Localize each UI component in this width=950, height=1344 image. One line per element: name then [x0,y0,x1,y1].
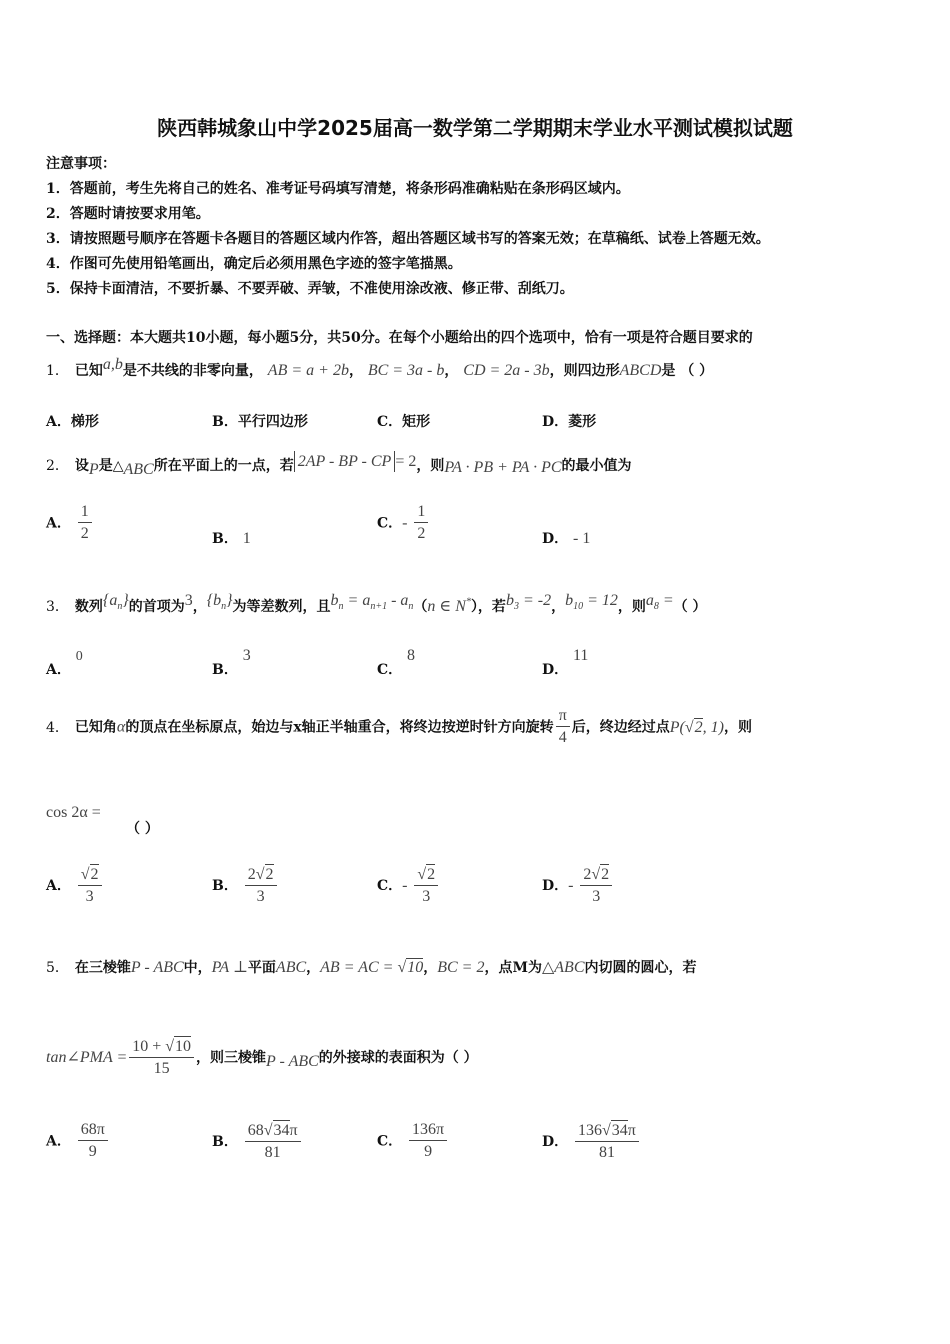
math: $b_3 = -2$ [505,592,552,613]
q-text: 所在平面上的一点，若 [153,458,294,474]
q-text: 内切圆的圆心，若 [584,960,697,976]
math: P - ABC [266,1053,319,1070]
math: n ∈ N* [427,596,471,615]
option-c[interactable]: C． $\frac{136\pi}{9}$ [377,1120,449,1163]
question-number: 2． [46,458,69,474]
option-d[interactable]: D． $\frac{136√34\pi}{81}$ [542,1120,641,1164]
math: BC = 2 [437,959,485,976]
math-fraction: $\frac{\pi}{4}$ [556,706,570,749]
math: ABC [123,461,154,478]
option-b[interactable]: B． 1 [212,530,251,547]
q-text: 是 （ ） [661,363,714,379]
notice-item: 3．请按照题号顺序在答题卡各题目的答题区域内作答，超出答题区域书写的答案无效；在草稿纸、试卷上答题无效。 [46,231,770,247]
page-title: 陕西韩城象山中学2025届高一数学第二学期期末学业水平测试模拟试题 [157,116,793,140]
q-text: 的最小值为 [561,458,632,474]
q-text: 已知角 [74,719,117,736]
option-b[interactable]: B．平行四边形 [212,414,308,430]
q-text: 后，终边经过点 [571,719,670,736]
option-b[interactable]: B． $\frac{68√34\pi}{81}$ [212,1120,303,1164]
notice-item: 1．答题前，考生先将自己的姓名、准考证号码填写清楚，将条形码准确粘贴在条形码区域内。 [46,181,630,197]
q-text: 是△ [98,458,124,474]
math: cos 2α = [46,804,101,821]
math: ABCD [619,362,662,379]
option-a[interactable]: A． $\frac{1}{2}$ [46,502,94,545]
notice-item: 4．作图可先使用铅笔画出，确定后必须用黑色字迹的签字笔描黑。 [46,256,462,272]
q-text: （ [413,599,428,615]
q-text: 数列 [74,599,103,615]
math: α [116,718,126,736]
math: P(√2, 1) [669,718,724,736]
math: BC = 3a - b [367,362,445,379]
option-b[interactable]: B． $\frac{2√2}{3}$ [212,864,279,908]
option-b[interactable]: B． 3 [212,647,251,678]
question-5-line2 [46,1036,478,1080]
q-text: 的外接球的表面积为（ ） [318,1050,478,1066]
math: CD = 2a - 3b [463,362,550,379]
option-a[interactable]: A． $\frac{68\pi}{9}$ [46,1120,110,1163]
option-a[interactable]: A． 0 [46,649,83,678]
option-d[interactable]: D．菱形 [542,414,597,430]
q-text: ，点M为 [484,960,542,976]
question-4-line2 [46,804,159,842]
math: △ABC [541,959,585,976]
question-number: 5． [46,960,69,976]
q-text: 中， [183,960,212,976]
math: $b_n = a_{n+1} - a_n$ [330,592,414,613]
math: PA · PB + PA · PC [444,459,562,476]
notice-heading: 注意事项： [46,156,116,172]
math: 2AP - BP - CP [294,451,396,472]
q-text: ， [192,599,207,615]
question-number: 4． [46,719,69,736]
q-text: 的顶点在坐标原点，始边与x轴正半轴重合，将终边按逆时针方向旋转 [125,719,554,736]
q-text: 平面 [247,960,276,976]
math: a,b [102,356,123,373]
math: PA ⊥ [211,959,248,976]
q-text: ， [348,363,363,379]
math: $\{a_n\}$ [102,592,129,613]
question-4 [46,706,752,749]
math: $\{b_n\}$ [206,592,233,613]
question-2 [46,453,632,478]
math: $a_8$ = [645,592,674,613]
option-d[interactable]: D． 11 [542,647,589,678]
section-heading: 一、选择题：本大题共10小题，每小题5分，共50分。在每个小题给出的四个选项中，恰有一项是符合题目要求的 [46,330,753,346]
math: 3 [184,592,193,609]
question-1 [46,356,714,380]
option-c[interactable]: C． 8 [377,647,416,678]
option-d[interactable]: D．- $\frac{2√2}{3}$ [542,864,614,908]
option-c[interactable]: C．- $\frac{1}{2}$ [377,502,430,545]
q-text: 设 [74,458,89,474]
q-text: 为等差数列，且 [232,599,331,615]
q-text: ），若 [470,599,506,615]
option-d[interactable]: D． - 1 [542,530,591,547]
q-text: ， [423,960,438,976]
math: P [88,461,99,478]
math: = 2 [395,453,417,470]
q-text: ，则三棱锥 [196,1050,267,1066]
math: AB = AC = √10 [320,959,424,976]
question-3 [46,592,707,618]
math-fraction: $\frac{10 + √10}{15}$ [129,1036,194,1080]
q-text: （ ） [126,821,159,837]
option-a[interactable]: A．梯形 [46,414,99,430]
q-text: 已知 [74,363,103,379]
option-c[interactable]: C．矩形 [377,414,431,430]
q-text: ， [306,960,321,976]
question-5 [46,957,697,977]
math: P - ABC [130,959,184,976]
q-text: （ ） [673,599,707,615]
option-c[interactable]: C．- $\frac{√2}{3}$ [377,864,440,908]
option-a[interactable]: A． $\frac{√2}{3}$ [46,864,104,908]
q-text: ，则 [723,719,752,736]
notice-item: 2．答题时请按要求用笔。 [46,206,210,222]
math: AB = a + 2b [267,362,349,379]
q-text: ， [551,599,566,615]
q-text: 的首项为 [128,599,185,615]
notice-item: 5．保持卡面清洁，不要折暴、不要弄破、弄皱，不准使用涂改液、修正带、刮纸刀。 [46,281,574,297]
q-text: ， [444,363,459,379]
math: $b_{10} = 12$ [565,592,618,613]
q-text: 是不共线的非零向量， [122,363,263,379]
question-number: 3． [46,599,69,615]
q-text: 在三棱锥 [74,960,131,976]
math: tan∠PMA = [46,1049,128,1066]
q-text: ，则 [416,458,445,474]
q-text: ，则四边形 [549,363,620,379]
question-number: 1． [46,363,69,379]
math: ABC [275,959,307,976]
q-text: ，则 [617,599,646,615]
